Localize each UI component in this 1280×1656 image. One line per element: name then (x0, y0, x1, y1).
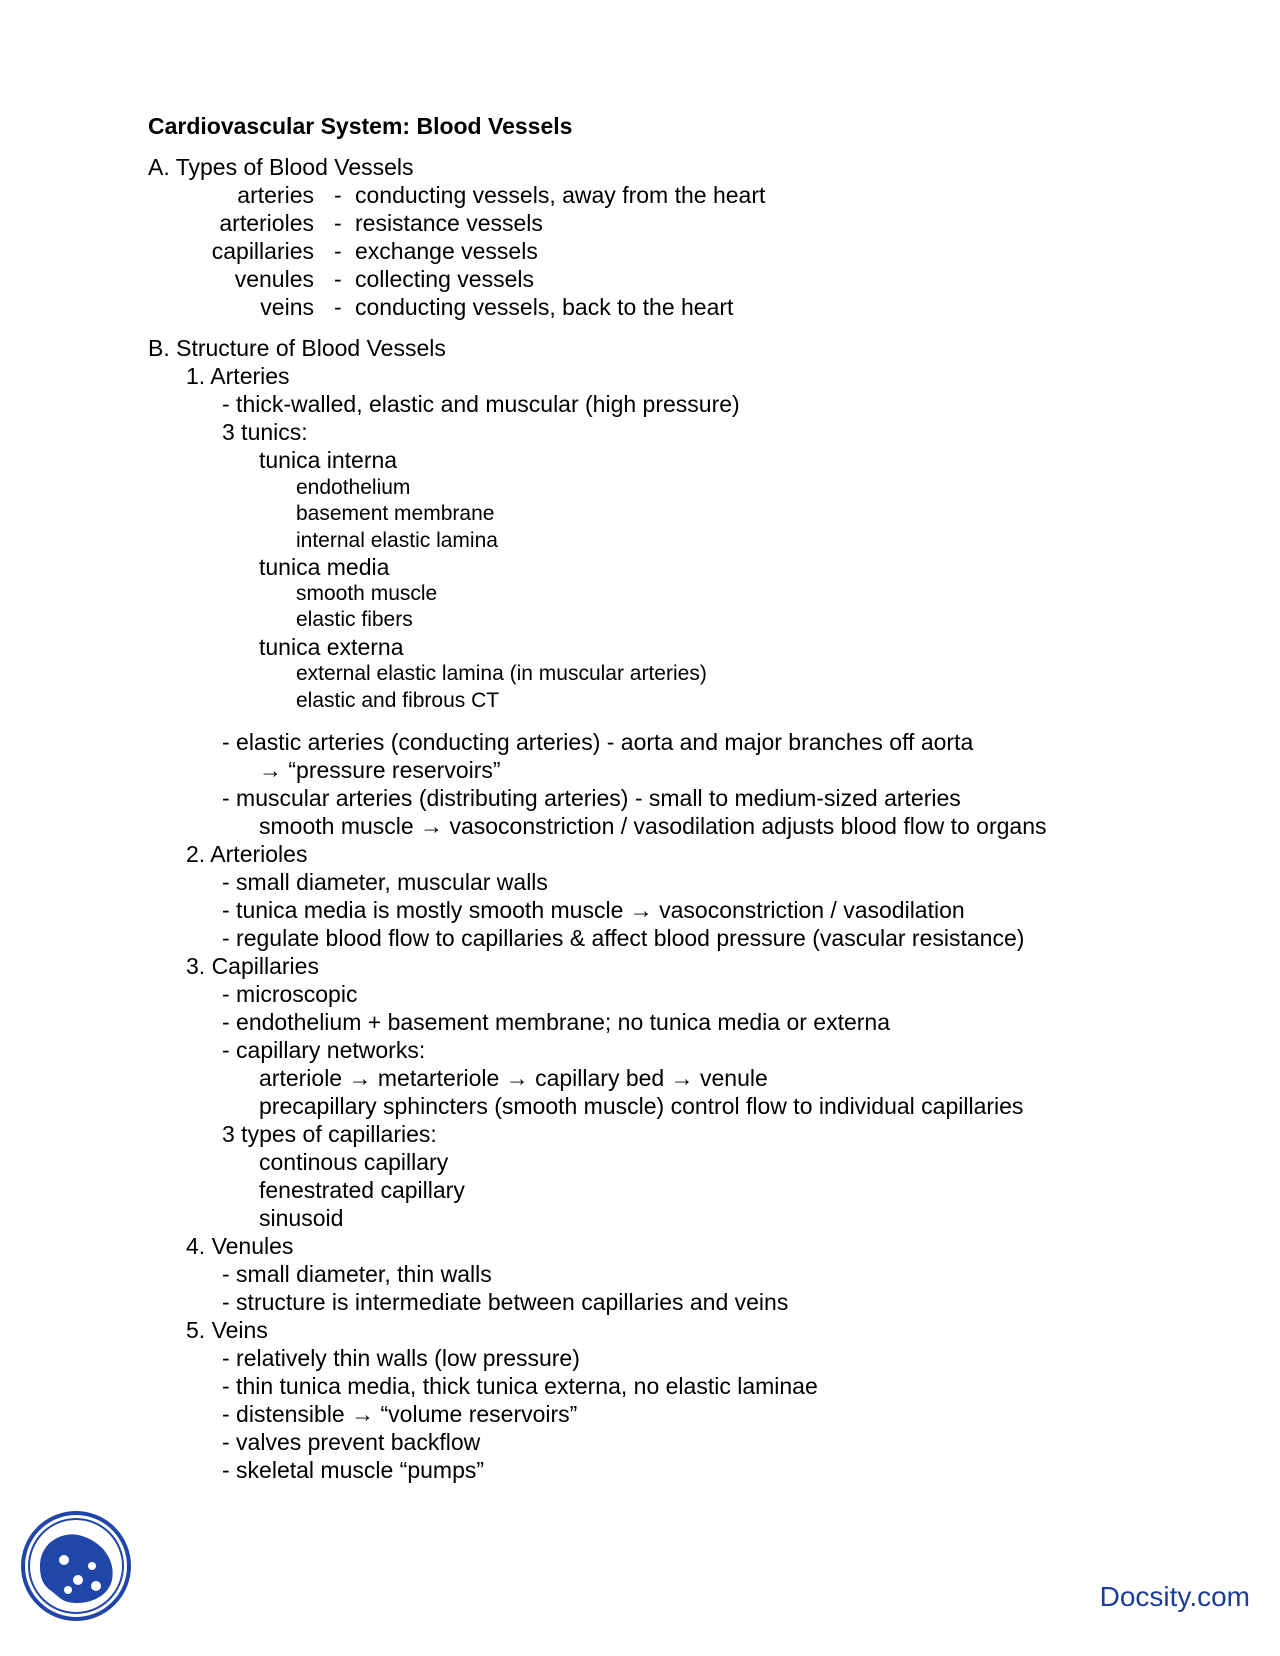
vessel-type-dash: - (334, 266, 342, 292)
list-item: elastic and fibrous CT (296, 689, 500, 712)
list-item: - distensible → “volume reservoirs” (222, 1401, 578, 1427)
list-item: - microscopic (222, 981, 358, 1007)
list-item: smooth muscle (296, 582, 438, 605)
list-item: - thick-walled, elastic and muscular (high pressure) (222, 391, 740, 417)
page-title: Cardiovascular System: Blood Vessels (148, 113, 573, 139)
veins-heading: 5. Veins (186, 1317, 268, 1343)
venules-heading: 4. Venules (186, 1233, 294, 1259)
docsity-logo-icon (20, 1510, 132, 1622)
list-item: → “pressure reservoirs” (259, 757, 501, 783)
list-item: - skeletal muscle “pumps” (222, 1457, 485, 1483)
list-item: endothelium (296, 476, 411, 499)
list-item: - elastic arteries (conducting arteries) - aorta and major branches off aorta (222, 729, 974, 755)
vessel-type-term: capillaries (211, 238, 314, 264)
vessel-type-dash: - (334, 238, 342, 264)
list-item: fenestrated capillary (259, 1177, 465, 1203)
list-item: internal elastic lamina (296, 529, 498, 552)
vessel-type-row (0, 240, 1280, 264)
vessel-type-description: collecting vessels (355, 266, 534, 292)
list-item: arteriole → metarteriole → capillary bed → venule (259, 1065, 768, 1091)
capillaries-heading: 3. Capillaries (186, 953, 319, 979)
list-item: - capillary networks: (222, 1037, 426, 1063)
tunics-label: 3 tunics: (222, 419, 308, 445)
vessel-type-row (0, 184, 1280, 208)
vessel-type-dash: - (334, 210, 342, 236)
vessel-type-description: conducting vessels, away from the heart (355, 182, 766, 208)
list-item: elastic fibers (296, 608, 413, 631)
vessel-type-description: exchange vessels (355, 238, 538, 264)
list-item: precapillary sphincters (smooth muscle) control flow to individual capillaries (259, 1093, 1024, 1119)
vessel-type-description: resistance vessels (355, 210, 543, 236)
list-item: - thin tunica media, thick tunica externa, no elastic laminae (222, 1373, 818, 1399)
vessel-type-dash: - (334, 294, 342, 320)
vessel-type-dash: - (334, 182, 342, 208)
vessel-type-term: venules (234, 266, 314, 292)
arterioles-heading: 2. Arterioles (186, 841, 308, 867)
list-item: - structure is intermediate between capillaries and veins (222, 1289, 789, 1315)
list-item: - small diameter, muscular walls (222, 869, 548, 895)
vessel-type-description: conducting vessels, back to the heart (355, 294, 734, 320)
capillary-types-label: 3 types of capillaries: (222, 1121, 437, 1147)
list-item: - small diameter, thin walls (222, 1261, 492, 1287)
vessel-type-row (0, 212, 1280, 236)
list-item: - valves prevent backflow (222, 1429, 481, 1455)
list-item: basement membrane (296, 502, 495, 525)
section-a-heading: A. Types of Blood Vessels (148, 154, 414, 180)
tunica-media-label: tunica media (259, 554, 390, 580)
docsity-brand-link[interactable]: Docsity.com (1099, 1581, 1250, 1612)
list-item: - regulate blood flow to capillaries & affect blood pressure (vascular resistance) (222, 925, 1025, 951)
list-item: smooth muscle → vasoconstriction / vasodilation adjusts blood flow to organs (259, 813, 1047, 839)
vessel-type-row (0, 268, 1280, 292)
vessel-type-row (0, 296, 1280, 320)
list-item: - muscular arteries (distributing arteries) - small to medium-sized arteries (222, 785, 961, 811)
list-item: - relatively thin walls (low pressure) (222, 1345, 580, 1371)
vessel-type-term: veins (260, 294, 314, 320)
vessel-type-term: arterioles (219, 210, 314, 236)
tunica-externa-label: tunica externa (259, 634, 404, 660)
list-item: continous capillary (259, 1149, 449, 1175)
list-item: - endothelium + basement membrane; no tunica media or externa (222, 1009, 891, 1035)
arteries-heading: 1. Arteries (186, 363, 290, 389)
list-item: - tunica media is mostly smooth muscle → vasoconstriction / vasodilation (222, 897, 965, 923)
section-b-heading: B. Structure of Blood Vessels (148, 335, 446, 361)
vessel-type-term: arteries (237, 182, 314, 208)
list-item: sinusoid (259, 1205, 344, 1231)
tunica-interna-label: tunica interna (259, 447, 398, 473)
list-item: external elastic lamina (in muscular arteries) (296, 662, 707, 685)
